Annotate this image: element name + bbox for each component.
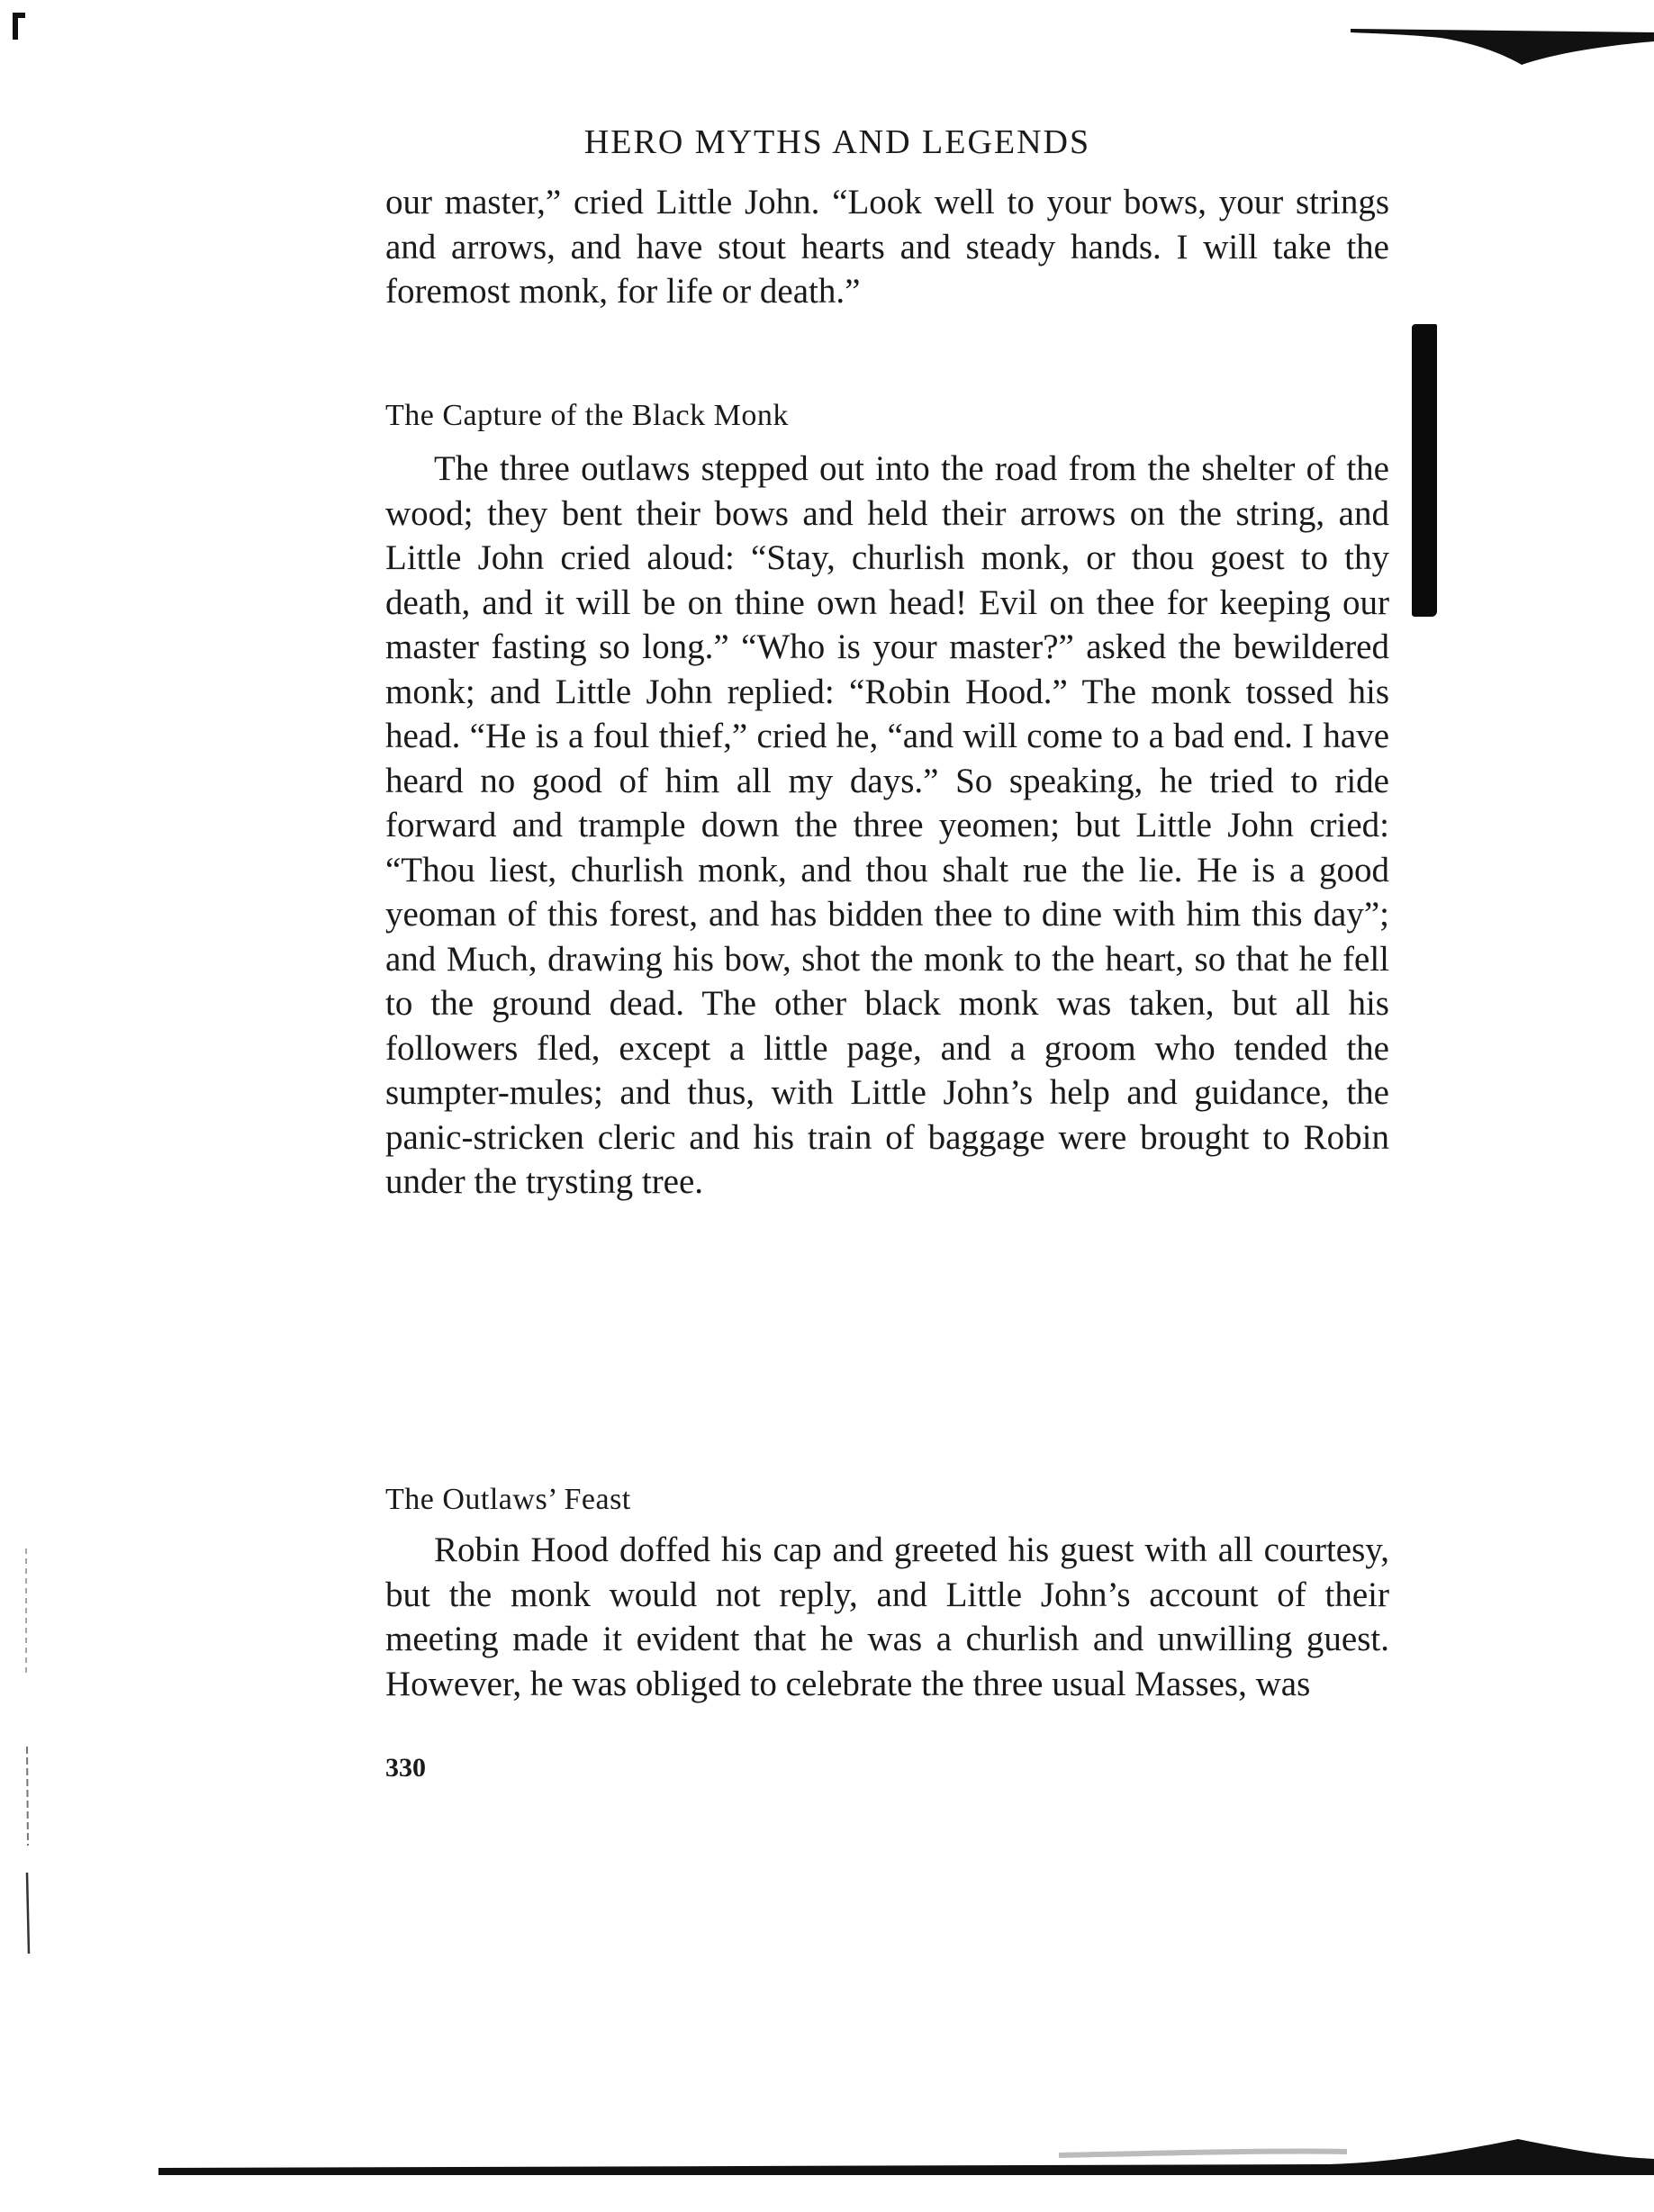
- section-heading: The Capture of the Black Monk: [385, 399, 789, 432]
- body-paragraph: our master,” cried Little John. “Look well to your bows, your strings and arrows, and have stout hearts and steady hands. I will take the foremost monk, for life or death.”: [385, 183, 1389, 311]
- running-header: HERO MYTHS AND LEGENDS: [583, 123, 1091, 161]
- body-paragraph: The three outlaws stepped out into the road from the shelter of the wood; they bent their bows and held their arrows on the string, and Little John cried aloud: “Stay, churlish monk, or thou goest to thy death, and it will be on thine own head! Evil on thee for keeping our master fasting so long.” “Who is your master?” asked the bewildered monk; and Little John replied: “Robin Hood.” The monk tossed his head. “He is a foul thief,” cried he, “and will come to a bad end. I have heard no good of him all my days.” So speaking, he tried to ride forward and trample down the three yeomen; but Little John cried: “Thou liest, churlish monk, and thou shalt rue the lie. He is a good yeoman of this forest, and has bidden thee to dine with him this day”; and Much, drawing his bow, shot the monk to the heart, so that he fell to the ground dead. The other black monk was taken, but all his followers fled, except a little page, and a groom who tended the sumpter-mules; and thus, with Little John’s help and guidance, the panic-stricken cleric and his train of baggage were brought to Robin under the trysting tree.: [385, 449, 1389, 1201]
- scan-corner-mark: [13, 13, 25, 40]
- scan-edge-shadow: [1412, 324, 1437, 617]
- section-body: [385, 447, 1389, 1205]
- scan-smear-top-right: [1351, 25, 1654, 68]
- scan-edge-marks-left: [23, 1548, 31, 1954]
- page-number: 330: [385, 1753, 426, 1783]
- section-body: [385, 1528, 1389, 1706]
- section-heading: The Outlaws’ Feast: [385, 1483, 631, 1516]
- scan-bottom-rule: [158, 2128, 1654, 2179]
- continuation-paragraph: [385, 180, 1389, 314]
- body-paragraph: Robin Hood doffed his cap and greeted his guest with all courtesy, but the monk would not reply, and Little John’s account of their meeting made it evident that he was a churlish and unwilling guest. However, he was obliged to celebrate the three usual Masses, was: [385, 1530, 1389, 1703]
